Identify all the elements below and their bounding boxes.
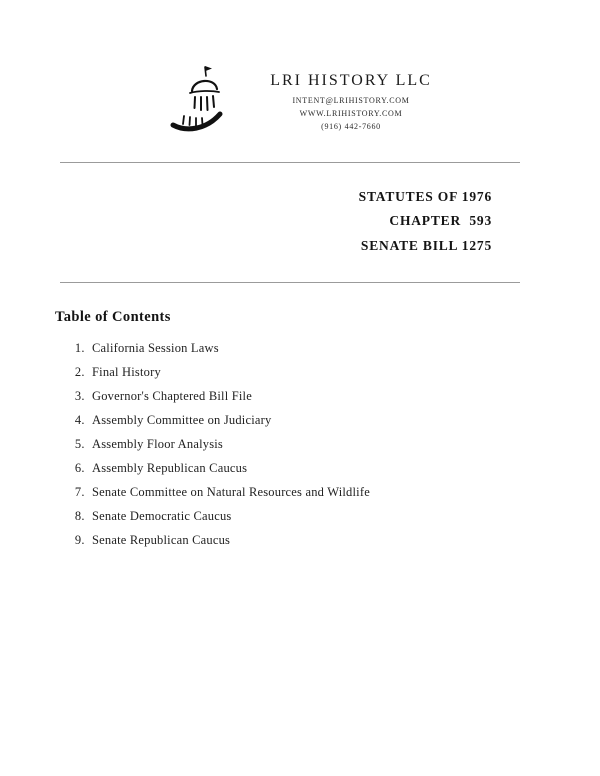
divider-top bbox=[60, 162, 520, 163]
company-phone: (916) 442-7660 bbox=[321, 122, 381, 131]
toc-title: Table of Contents bbox=[55, 308, 171, 325]
company-block bbox=[270, 62, 432, 131]
company-name: LRI HISTORY LLC bbox=[270, 72, 432, 89]
divider-middle bbox=[60, 282, 520, 283]
senate-bill-line: SENATE BILL 1275 bbox=[360, 237, 492, 253]
toc-item: 3. Governor's Chaptered Bill File bbox=[88, 390, 600, 403]
chapter-line: CHAPTER 593 bbox=[389, 213, 492, 229]
company-website: WWW.LRIHISTORY.COM bbox=[299, 109, 403, 118]
toc-item: 5. Assembly Floor Analysis bbox=[88, 438, 600, 451]
toc-list bbox=[0, 342, 600, 547]
toc-item: 8. Senate Democratic Caucus bbox=[88, 510, 600, 523]
toc-item: 6. Assembly Republican Caucus bbox=[88, 462, 600, 475]
reference-block bbox=[0, 185, 492, 258]
toc-item: 4. Assembly Committee on Judiciary bbox=[88, 414, 600, 427]
statutes-line: STATUTES OF 1976 bbox=[358, 189, 492, 204]
toc-item: 1. California Session Laws bbox=[88, 342, 600, 355]
capitol-sketch-logo-icon bbox=[168, 62, 230, 138]
toc-item: 9. Senate Republican Caucus bbox=[88, 534, 600, 547]
toc-item: 2. Final History bbox=[88, 366, 600, 379]
toc-item: 7. Senate Committee on Natural Resources and Wildlife bbox=[88, 486, 600, 499]
company-email: INTENT@LRIHISTORY.COM bbox=[292, 96, 410, 105]
letterhead bbox=[0, 0, 600, 138]
